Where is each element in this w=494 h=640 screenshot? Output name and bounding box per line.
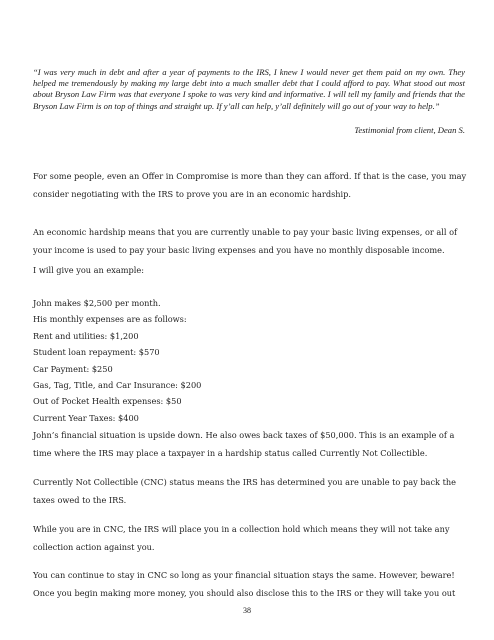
paragraph-text: Currently Not Collectible (CNC) status means the IRS has determined you are unable to pay back the taxes owed to the IRS. — [33, 477, 456, 505]
paragraph-john-situation — [33, 427, 468, 462]
paragraph-cnc-definition — [33, 474, 468, 509]
page-number: 38 — [243, 606, 251, 615]
list-item: His monthly expenses are as follows: — [33, 314, 187, 325]
list-item: Current Year Taxes: $400 — [33, 412, 139, 423]
list-item: Student loan repayment: $570 — [33, 347, 160, 358]
list-item: Car Payment: $250 — [33, 363, 113, 374]
paragraph-text: While you are in CNC, the IRS will place you in a collection hold which means they will not take any collection action against you. — [33, 524, 450, 552]
paragraph-economic-hardship — [33, 224, 468, 259]
testimonial-attribution: Testimonial from client, Dean S. — [354, 125, 465, 135]
paragraph-text: I will give you an example: — [33, 265, 144, 275]
paragraph-example-intro — [33, 262, 468, 280]
paragraph-text: John’s financial situation is upside down. He also owes back taxes of $50,000. This is an example of a time where the IRS may place a taxpayer in a hardship status called Currently Not Collectible. — [33, 430, 455, 458]
paragraph-stay-in-cnc — [33, 567, 468, 602]
list-item: Out of Pocket Health expenses: $50 — [33, 396, 182, 407]
paragraph-text: You can continue to stay in CNC so long as your financial situation stays the same. However, beware! Once you begin making more money, you should also disclose this to the IRS or they will take you out — [33, 570, 456, 598]
testimonial-quote: “I was very much in debt and after a year of payments to the IRS, I knew I would never get them paid on my own. They helped me tremendously by making my large debt into a much smaller debt that I could afford to pay. What stood out most about Bryson Law Firm was that everyone I spoke to was very kind and informative. I will tell my family and friends that the Bryson Law Firm is on top of things and straight up. If y’all can help, y’all definitely will go out of your way to help.” — [33, 67, 465, 111]
paragraph-text: An economic hardship means that you are currently unable to pay your basic living expenses, or all of your income is used to pay your basic living expenses and you have no monthly disposable income. — [33, 227, 458, 255]
example-expense-list — [33, 295, 468, 426]
list-item: Gas, Tag, Title, and Car Insurance: $200 — [33, 380, 202, 391]
paragraph-collection-hold — [33, 521, 468, 556]
paragraph-text: For some people, even an Offer in Compromise is more than they can afford. If that is the case, you may consider negotiating with the IRS to prove you are in an economic hardship. — [33, 171, 467, 199]
list-item: John makes $2,500 per month. — [33, 298, 161, 308]
list-item: Rent and utilities: $1,200 — [33, 330, 139, 341]
paragraph-offer-in-compromise — [33, 168, 468, 203]
